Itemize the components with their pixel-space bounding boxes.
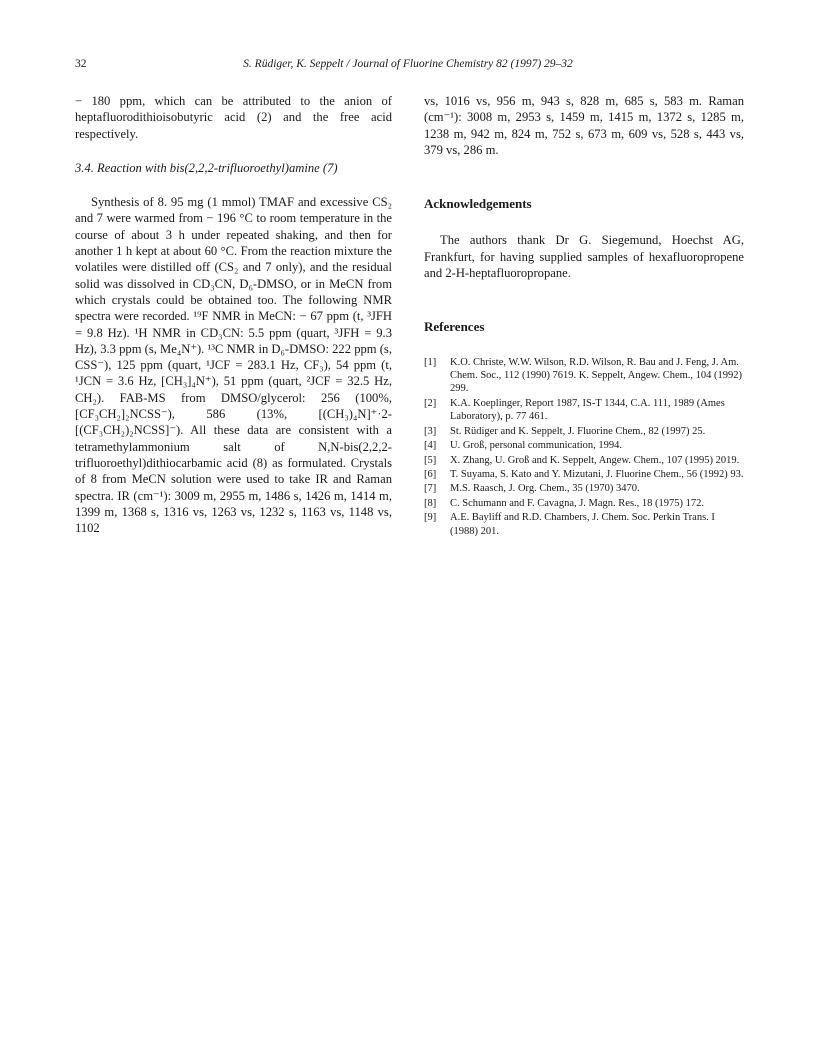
reference-number: [3] bbox=[424, 425, 437, 437]
acknowledgements-text: The authors thank Dr G. Siegemund, Hoechst AG, Frankfurt, for having supplied samples of hexafluoropropene and 2-H-heptafluoropropane. bbox=[424, 233, 744, 281]
reference-text: X. Zhang, U. Groß and K. Seppelt, Angew. Chem., 107 (1995) 2019. bbox=[450, 454, 740, 466]
reference-number: [9] bbox=[424, 512, 437, 524]
reference-item bbox=[424, 439, 744, 452]
right-column bbox=[424, 93, 744, 539]
reference-text: K.A. Koeplinger, Report 1987, IS-T 1344, C.A. 111, 1989 (Ames Laboratory), p. 77 461. bbox=[450, 397, 725, 423]
subsection-heading: 3.4. Reaction with bis(2,2,2-trifluoroethyl)amine (7) bbox=[75, 160, 338, 175]
spectra-continuation: vs, 1016 vs, 956 m, 943 s, 828 m, 685 s, 583 m. Raman (cm⁻¹): 3008 m, 2953 s, 1459 m, 1415 m, 1372 s, 1285 m, 1238 m, 942 m, 824 m, 752 s, 673 m, 609 vs, 528 s, 443 vs, 379 vs, 286 m. bbox=[424, 94, 744, 157]
reference-number: [2] bbox=[424, 397, 437, 409]
reference-number: [6] bbox=[424, 468, 437, 480]
reference-text: U. Groß, personal communication, 1994. bbox=[450, 440, 623, 452]
reference-item bbox=[424, 482, 744, 495]
running-head: S. Rüdiger, K. Seppelt / Journal of Fluorine Chemistry 82 (1997) 29–32 bbox=[243, 58, 573, 70]
left-column bbox=[75, 93, 392, 536]
reference-item bbox=[424, 425, 744, 438]
continuation-paragraph: − 180 ppm, which can be attributed to the anion of heptafluorodithioisobutyric acid (2) and the free acid respectively. bbox=[75, 94, 392, 141]
reference-text: St. Rüdiger and K. Seppelt, J. Fluorine Chem., 82 (1997) 25. bbox=[450, 425, 706, 437]
page-number: 32 bbox=[75, 58, 87, 70]
synthesis-paragraph: Synthesis of 8. 95 mg (1 mmol) TMAF and excessive CS₂ and 7 were warmed from − 196 °C to room temperature in the course of about 3 h under repeated shaking, and then for another 1 h kept at about 60 °C. From the reaction mixture the volatiles were distilled off (CS₂ and 7 only), and the residual solid was dissolved in CD₃CN, D₆-DMSO, or in MeCN from which crystals could be obtained too. The following NMR spectra were recorded. ¹⁹F NMR in MeCN: − 67 ppm (t, ³JFH = 9.8 Hz). ¹H NMR in CD₃CN: 5.5 ppm (quart, ³JFH = 9.3 Hz), 3.3 ppm (s, Me₄N⁺). ¹³C NMR in D₆-DMSO: 222 ppm (s, CSS⁻), 125 ppm (quart, ¹JCF = 283.1 Hz, CF₃), 54 ppm (t, ¹JCN = 3.6 Hz, [CH₃]₄N⁺), 51 ppm (quart, ²JCF = 32.5 Hz, CH₂). FAB-MS from DMSO/glycerol: 256 (100%, [CF₃CH₂]₂NCSS⁻), 586 (13%, [(CH₃)₄N]⁺·2-[(CF₃CH₂)₂NCSS]⁻). All these data are consistent with a tetramethylammonium salt of N,N-bis(2,2,2-trifluoroethyl)dithiocarbamic acid (8) as formulated. Crystals of 8 from MeCN solution were used to take IR and Raman spectra. IR (cm⁻¹): 3009 m, 2955 m, 1486 s, 1426 m, 1414 m, 1399 m, 1368 s, 1316 vs, 1263 vs, 1232 s, 1163 vs, 1148 vs, 1102 bbox=[75, 195, 392, 536]
reference-text: K.O. Christe, W.W. Wilson, R.D. Wilson, R. Bau and J. Feng, J. Am. Chem. Soc., 112 (1990) 7619. K. Seppelt, Angew. Chem., 104 (1992) 299. bbox=[450, 356, 743, 395]
reference-item bbox=[424, 356, 744, 396]
acknowledgements-heading: Acknowledgements bbox=[424, 196, 532, 212]
reference-number: [7] bbox=[424, 483, 437, 495]
reference-text: T. Suyama, S. Kato and Y. Mizutani, J. Fluorine Chem., 56 (1992) 93. bbox=[450, 468, 744, 480]
reference-number: [5] bbox=[424, 454, 437, 466]
reference-text: A.E. Bayliff and R.D. Chambers, J. Chem. Soc. Perkin Trans. I (1988) 201. bbox=[450, 512, 715, 537]
reference-list bbox=[424, 356, 744, 538]
reference-item bbox=[424, 397, 744, 424]
reference-number: [4] bbox=[424, 440, 437, 452]
reference-item bbox=[424, 468, 744, 481]
reference-text: M.S. Raasch, J. Org. Chem., 35 (1970) 3470. bbox=[450, 483, 640, 495]
references-heading: References bbox=[424, 319, 485, 335]
reference-item bbox=[424, 454, 744, 467]
reference-text: C. Schumann and F. Cavagna, J. Magn. Res., 18 (1975) 172. bbox=[450, 497, 705, 509]
reference-item bbox=[424, 497, 744, 510]
reference-number: [1] bbox=[424, 356, 437, 368]
reference-number: [8] bbox=[424, 497, 437, 509]
reference-item bbox=[424, 511, 744, 538]
